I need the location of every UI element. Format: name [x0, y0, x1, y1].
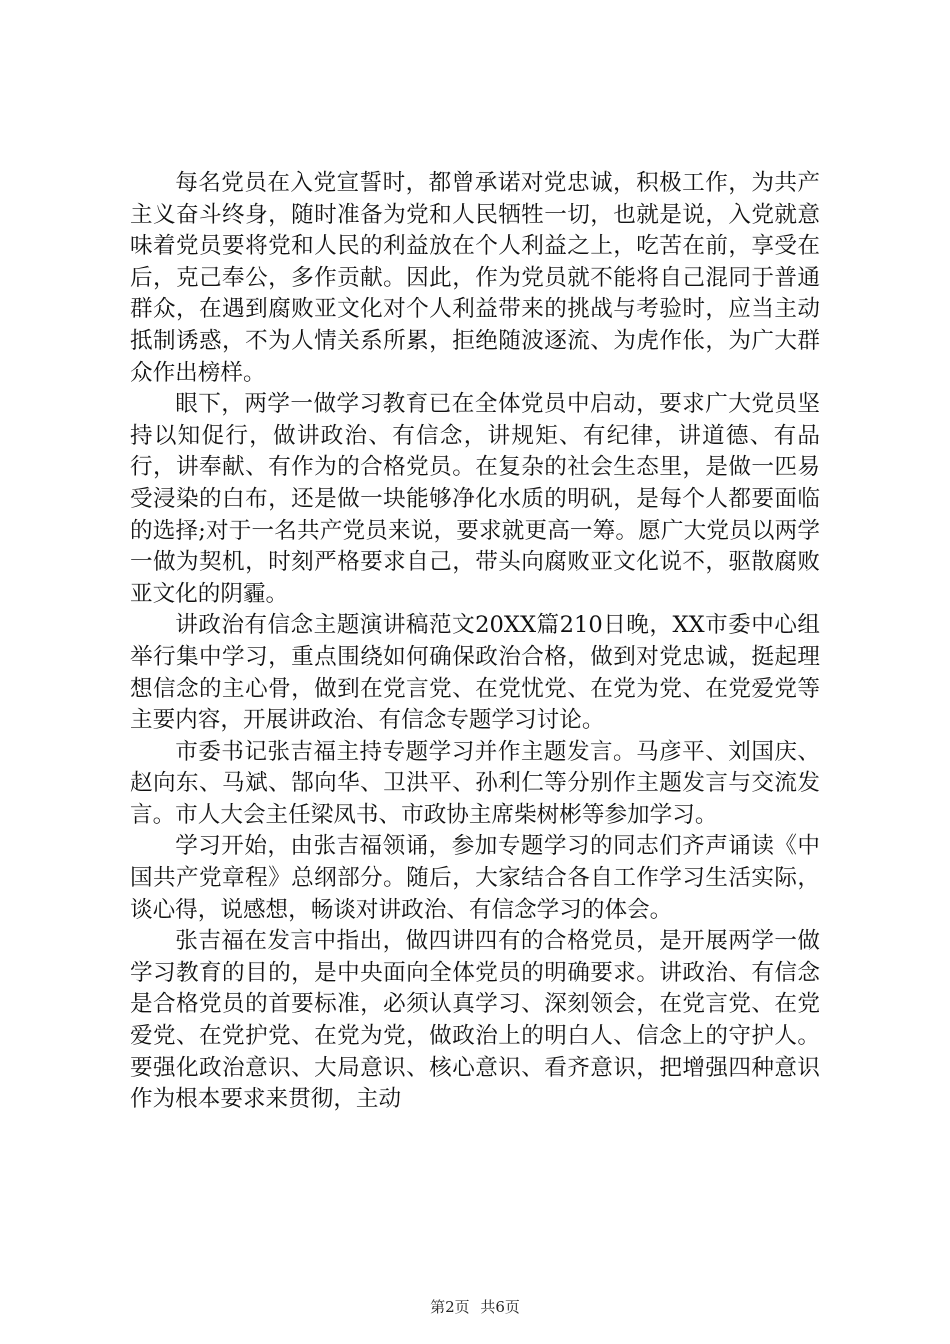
paragraph-6: 张吉福在发言中指出，做四讲四有的合格党员，是开展两学一做学习教育的目的，是中央面向全体党员的明确要求。讲政治、有信念是合格党员的首要标准，必须认真学习、深刻领会，在党言党、在党爱党、在党护党、在党为党，做政治上的明白人、信念上的守护人。要强化政治意识、大局意识、核心意识、看齐意识，把增强四种意识作为根本要求来贯彻，主动 — [130, 928, 820, 1113]
page-number: 第2页 — [430, 1298, 470, 1316]
document-body — [130, 168, 820, 1116]
page-footer — [0, 1297, 950, 1317]
paragraph-4: 市委书记张吉福主持专题学习并作主题发言。马彦平、刘国庆、赵向东、马斌、郜向华、卫洪平、孙利仁等分别作主题发言与交流发言。市人大会主任梁凤书、市政协主席柴树彬等参加学习。 — [130, 738, 820, 828]
paragraph-1: 每名党员在入党宣誓时，都曾承诺对党忠诚，积极工作，为共产主义奋斗终身，随时准备为党和人民牺牲一切，也就是说，入党就意味着党员要将党和人民的利益放在个人利益之上，吃苦在前，享受在后，克己奉公，多作贡献。因此，作为党员就不能将自己混同于普通群众，在遇到腐败亚文化对个人利益带来的挑战与考验时，应当主动抵制诱惑，不为人情关系所累，拒绝随波逐流、为虎作伥，为广大群众作出榜样。 — [130, 170, 820, 386]
paragraph-3: 讲政治有信念主题演讲稿范文20XX篇210日晚，XX市委中心组举行集中学习，重点围绕如何确保政治合格，做到对党忠诚，挺起理想信念的主心骨，做到在党言党、在党忧党、在党为党、在党爱党等主要内容，开展讲政治、有信念专题学习讨论。 — [130, 612, 820, 734]
paragraph-5: 学习开始，由张吉福领诵，参加专题学习的同志们齐声诵读《中国共产党章程》总纲部分。随后，大家结合各自工作学习生活实际，谈心得，说感想，畅谈对讲政治、有信念学习的体会。 — [130, 833, 820, 923]
page-total: 共6页 — [480, 1298, 520, 1316]
paragraph-2: 眼下，两学一做学习教育已在全体党员中启动，要求广大党员坚持以知促行，做讲政治、有信念，讲规矩、有纪律，讲道德、有品行，讲奉献、有作为的合格党员。在复杂的社会生态里，是做一匹易受浸染的白布，还是做一块能够净化水质的明矾，是每个人都要面临的选择;对于一名共产党员来说，要求就更高一筹。愿广大党员以两学一做为契机，时刻严格要求自己，带头向腐败亚文化说不，驱散腐败亚文化的阴霾。 — [130, 391, 820, 607]
